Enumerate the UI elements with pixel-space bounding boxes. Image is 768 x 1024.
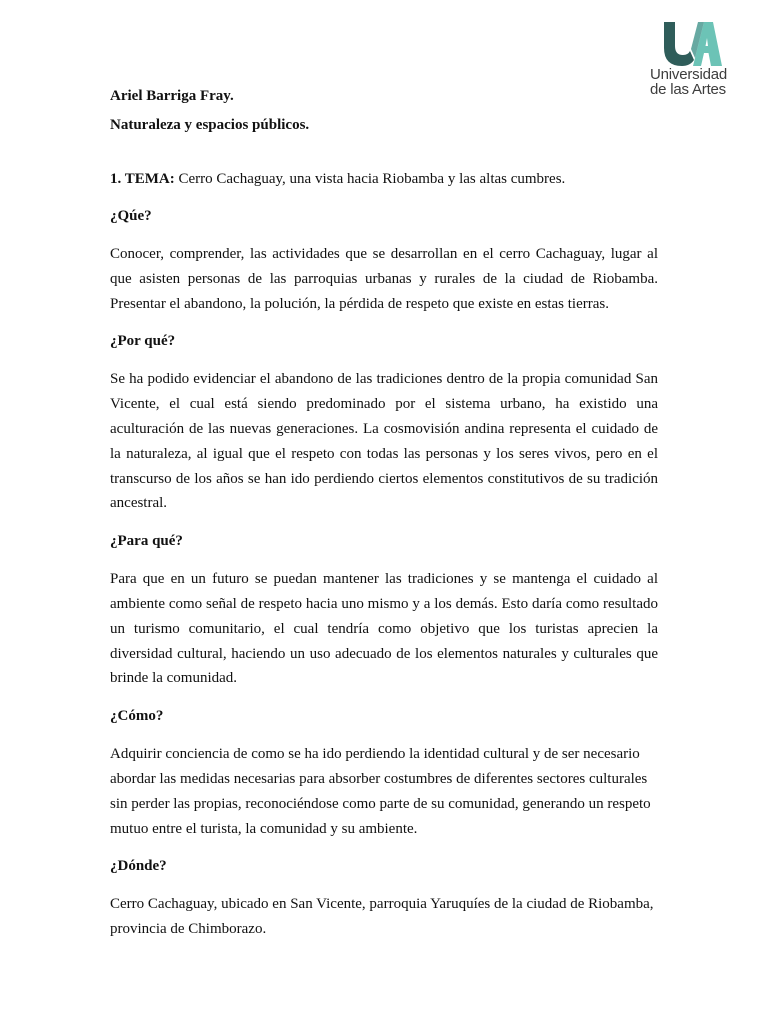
document-body: [110, 84, 658, 942]
logo-wordmark: [650, 67, 736, 97]
logo-line-2: de las Artes: [650, 81, 726, 98]
section-body-para-que: Para que en un futuro se puedan mantener las tradiciones y se mantenga el cuidado al ambiente como señal de respeto hacia uno mismo y a los demás. Esto daría como resultado un turismo comunitario, el cual tendría como objetivo que los turistas aprecien la diversidad cultural, haciendo un uso adecuado de los elementos naturales y culturales que brinde la comunidad.: [110, 571, 658, 687]
section-heading-donde: ¿Dónde?: [110, 858, 167, 875]
university-logo: [650, 22, 736, 104]
section-body-por-que: Se ha podido evidenciar el abandono de las tradiciones dentro de la propia comunidad San Vicente, el cual está siendo predominado por el sistema urbano, ha existido una aculturación de las nuevas generaciones. La cosmovisión andina representa el cuidado de la naturaleza, al igual que el respeto con todas las personas y los seres vivos, pero en el transcurso de los años se han ido perdiendo ciertos elementos constitutivos de su tradición ancestral.: [110, 371, 658, 512]
section-heading-como: ¿Cómo?: [110, 708, 164, 725]
section-body-donde: Cerro Cachaguay, ubicado en San Vicente, parroquia Yaruquíes de la ciudad de Riobamba, provincia de Chimborazo.: [110, 896, 654, 938]
section-heading-por-que: ¿Por qué?: [110, 333, 176, 350]
tema-text: Cerro Cachaguay, una vista hacia Riobamba y las altas cumbres.: [174, 171, 566, 187]
section-heading-para-que: ¿Para qué?: [110, 533, 183, 550]
section-body-como: Adquirir conciencia de como se ha ido perdiendo la identidad cultural y de ser necesario abordar las medidas necesarias para absorber costumbres de diferentes sectores culturales sin perder las propias, reconociéndose como parte de su comunidad, generando un respeto mutuo entre el turista, la comunidad y su ambiente.: [110, 746, 651, 837]
author-name: Ariel Barriga Fray.: [110, 88, 234, 104]
section-heading-que: ¿Qúe?: [110, 208, 152, 224]
tema-line: [110, 167, 658, 191]
section-body-que: Conocer, comprender, las actividades que se desarrollan en el cerro Cachaguay, lugar al que asisten personas de las parroquias urbanas y rurales de la ciudad de Riobamba. Presentar el abandono, la polución, la pérdida de respeto que existe en estas tierras.: [110, 246, 658, 312]
ua-logo-mark: [664, 22, 722, 66]
logo-line-1: Universidad: [650, 66, 728, 83]
course-subject: Naturaleza y espacios públicos.: [110, 117, 310, 133]
tema-label: 1. TEMA:: [110, 171, 175, 187]
